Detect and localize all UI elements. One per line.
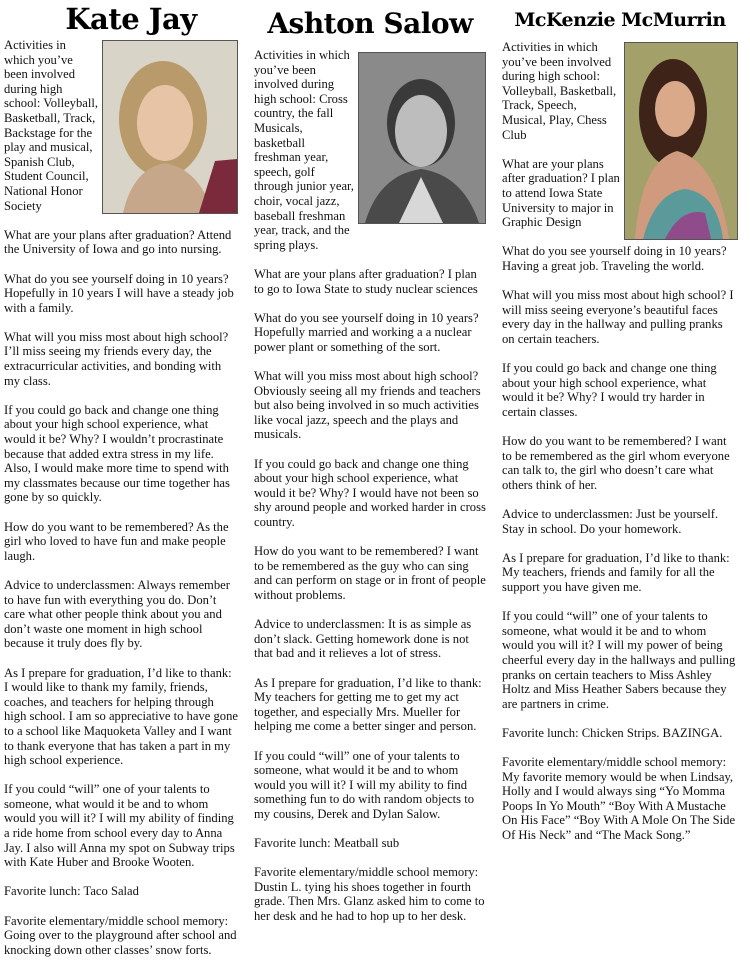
- paragraph: If you could go back and change one thing about your high school experience, what would it be? Why? I would have not been so shy around people and worked harder in cross country.: [254, 456, 486, 529]
- paragraph: What will you miss most about high school? Obviously seeing all my friends and teachers but also being involved in so much activities like vocal jazz, speech and the plays and musicals.: [254, 369, 481, 442]
- paragraph: As I prepare for graduation, I’d like to thank: I would like to thank my family, friends, coaches, and teachers for helping through high school. I am so appreciative to have gone to a school like Maquoketa Valley and I want to thank everyone that has taken a part in my high school experience.: [4, 665, 238, 768]
- paragraph: If you could “will” one of your talents to someone, what would it be and to whom would you will it? I will my ability to find something fun to do with random objects to my cousins, Derek and Dylan Salow.: [254, 748, 475, 821]
- paragraph: What are your plans after graduation? I plan to attend Iowa State University to major in Graphic Design: [502, 156, 620, 230]
- portrait-photo-placeholder: [103, 41, 237, 213]
- paragraph: What are your plans after graduation? I plan to go to Iowa State to study nuclear sciences: [254, 266, 478, 296]
- paragraph: If you could “will” one of your talents to someone, what would it be and to whom would you will it? I will my power of being cheerful every day in the hallways and pulling pranks on certain teachers to Miss Ashley Holtz and Miss Heather Sabers because they are partners in crime.: [502, 609, 736, 711]
- student-name: Ashton Salow: [267, 7, 473, 40]
- student-name: McKenzie McMurrin: [514, 9, 726, 31]
- paragraph: As I prepare for graduation, I’d like to thank: My teachers, friends and family for all the support you have given me.: [502, 550, 730, 594]
- portrait-photo: [624, 42, 738, 240]
- portrait-photo: [358, 52, 486, 224]
- paragraph: If you could go back and change one thing about your high school experience, what would it be? Why? I would try harder in certain classes.: [502, 361, 717, 419]
- paragraph: Advice to underclassmen: Always remember to have fun with everything you do. Don’t care what other people think about you and don’t waste one moment in high school because it truly does fly by.: [4, 577, 230, 651]
- portrait-photo: [102, 40, 238, 214]
- paragraph: If you could go back and change one thing about your high school experience, what would it be? Why? I wouldn’t procrastinate because that added extra stress in my life. Also, I would make more time to spend with my classmates because our time together has gone by so quickly.: [4, 402, 230, 505]
- paragraph: What do you see yourself doing in 10 years? Hopefully in 10 years I will have a steady job with a family.: [4, 271, 234, 315]
- portrait-photo-placeholder: [359, 53, 485, 223]
- paragraph: What will you miss most about high school? I’ll miss seeing my friends every day, the extracurricular activities, and bonding with my class.: [4, 329, 229, 388]
- paragraph: If you could “will” one of your talents to someone, what would it be and to whom would you will it? I will my ability of finding a ride home from school every day to Anna Jay. I also will Anna my spot on Subway trips with Kate Huber and Brooke Wooten.: [4, 782, 235, 870]
- paragraph: Activities in which you’ve been involved during high school: Cross country, the fall Musicals, basketball freshman year, speech, golf through junior year, choir, vocal jazz, baseball freshman year, track, and the spring plays.: [254, 48, 354, 252]
- paragraph: Activities in which you’ve been involved during high school: Volleyball, Basketball, Track, Speech, Musical, Play, Chess Club: [502, 40, 617, 142]
- paragraph: How do you want to be remembered? As the girl who loved to have fun and make people laugh.: [4, 519, 229, 563]
- paragraph: How do you want to be remembered? I want to be remembered as the guy who can sing and can perform on stage or in front of people without problems.: [254, 544, 486, 602]
- student-name: Kate Jay: [65, 2, 197, 36]
- student-column-1: [4, 0, 238, 979]
- paragraph: Favorite lunch: Taco Salad: [4, 884, 139, 899]
- paragraph: Favorite lunch: Chicken Strips. BAZINGA.: [502, 725, 723, 740]
- portrait-photo-placeholder: [625, 43, 737, 239]
- student-column-3: [502, 0, 738, 979]
- paragraph: How do you want to be remembered? I want to be remembered as the girl whom everyone can talk to, the girl who doesn’t care what others think of her.: [502, 434, 730, 492]
- student-profile-text: [502, 40, 738, 843]
- student-profile-text: [4, 38, 238, 957]
- paragraph: Favorite elementary/middle school memory: My favorite memory would be when Lindsay, Holly and I would always sing “Yo Momma Poops In Yo Mouth” “Boy With A Mustache On His Face” “Boy With A Mole On The Side Of His Neck” and “The Mack Song.”: [502, 755, 736, 843]
- student-profile-text: [254, 48, 486, 924]
- paragraph: Advice to underclassmen: It is as simple as don’t slack. Getting homework done is not that bad and it relieves a lot of stress.: [254, 617, 472, 661]
- paragraph: What are your plans after graduation? Attend the University of Iowa and go into nursing.: [4, 227, 232, 257]
- paragraph: What do you see yourself doing in 10 years? Hopefully married and working a a nuclear power plant or something of the sort.: [254, 310, 479, 354]
- paragraph: Favorite elementary/middle school memory: Going over to the playground after school and knocking down other classes’ snow forts.: [4, 913, 237, 957]
- student-column-2: [254, 0, 486, 979]
- paragraph: Favorite lunch: Meatball sub: [254, 836, 400, 851]
- paragraph: Favorite elementary/middle school memory: Dustin L. tying his shoes together in fourth grade. Then Mrs. Glanz asked him to come to her desk and he had to hop up to her desk.: [254, 865, 485, 924]
- paragraph: Advice to underclassmen: Just be yourself. Stay in school. Do your homework.: [502, 507, 719, 536]
- paragraph: What will you miss most about high school? I will miss seeing everyone’s beautiful faces every day in the hallway and pulling pranks on certain teachers.: [502, 288, 734, 346]
- paragraph: Activities in which you’ve been involved during high school: Volleyball, Basketball, Track, Backstage for the play and musical, Spanish Club, Student Council, National Honor Society: [4, 38, 98, 213]
- paragraph: What do you see yourself doing in 10 years? Having a great job. Traveling the world.: [502, 244, 727, 273]
- paragraph: As I prepare for graduation, I’d like to thank: My teachers for getting me to get my act together, and especially Mrs. Mueller for helping me come a better singer and person.: [254, 675, 482, 734]
